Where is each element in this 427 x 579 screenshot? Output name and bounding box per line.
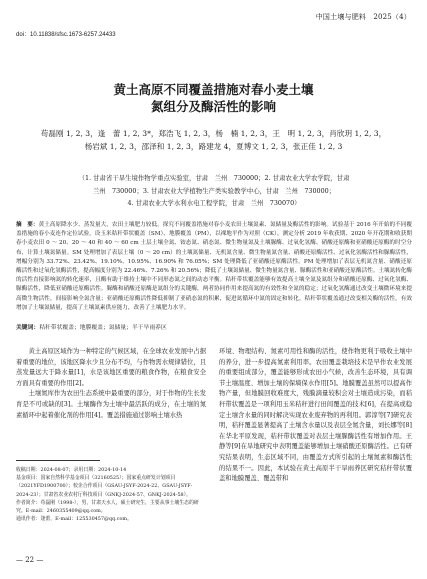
authors-line-2: 杨岩斌 1, 2, 3，邵泽和 1, 2, 3，路建龙 4，夏博文 1, 2, 3，张正佳 1, 2, 3 <box>84 142 343 151</box>
body-paragraph: 土壤氮库作为农田生态系统中最重要的部分，对于作物的生长发育是不可或缺的[3]。土壤酶作为土壤中最活跃的成分，在土壤的氮素循环中起着催化剂的作用[4]。覆盖措施通过影响土壤水热 <box>16 390 206 419</box>
body-left-column <box>16 347 206 421</box>
keywords-text: 秸秆带状覆盖；地膜覆盖；氮储量；半干旱雨养区 <box>39 325 167 331</box>
abstract-text: 黄土高原降水少、蒸发量大，农田土壤肥力较低。探究不同覆盖措施对春小麦农田土壤氮素、氮储量及酶活性的影响。试验基于 2016 年开始的不同覆盖措施的春小麦连作定位试验，设玉米秸秆带状覆盖（SM）、地膜覆盖（PM），以裸地平作为对照（CK），测定分析 2019 年收获期、2020 年开花期和收获期春小麦农田 0 ～ 20、20 ～ 40 和 40 ～ 60 cm 土层土壤全氮、铵态氮、硝态氮、微生物量氮及土壤脲酶、过氧化氢酶、硝酸还原酶和亚硝酸还原酶的时空分布，计算土壤氮储量。SM 处理增加了表层土壤（0 ～ 20 cm）的土壤氮储量、无机氮含量、微生物量氮含量、硝酸还原酶活性、过氧化氢酶活性和脲酶活性，增幅分别为 33.72%、23.42%、19.10%、10.95%、16.90% 和 76.05%；SM 处理降低了亚硝酸还原酶活性。PM 处理增加了表层无机氮含量、硝酸还原酶活性和过氧化氢酶活性，提高幅度分别为 22.46%、7.26% 和 20.56%；降低了土壤氮储量、微生物量氮含量、脲酶活性和亚硝酸还原酶活性。土壤氮转化酶的活性直接影响氮的转化速率，且酶有助于维持土壤中不同形态氮之间的动态平衡。秸秆带状覆盖能够有效提高土壤全氮及氮组分和硝酸还原酶、过氧化氢酶、脲酶活性，降低亚硝酸还原酶活性。脲酶和硝酸还原酶是氮组分的关键酶，两者协同作用来提高氮的有效性和全氮的稳定；过氧化氢酶通过改变土壤微环境来提高微生物活性，间接影响全氮含量；亚硝酸还原酶活性降低抑制了亚硝态氮的积累，促进氮循环中氮的固定和转化。秸秆带状覆盖通过改变相关酶的活性，有效增加了土壤氮储量，提高了土壤氮素供应能力，改善了土壤肥力水平。 <box>16 222 412 311</box>
keywords-label: 关键词： <box>16 325 40 331</box>
page-number: — 22 — <box>16 556 44 564</box>
body-paragraph: 环境、物理结构、氮素可用性和酶的活性，使作物更利于吸收土壤中的养分，进一步提高氮素利用率。农田覆盖栽培技术是早作农业发展的重要组成部分，覆盖能够形成农田小气候，改善生态环境，具有调节土壤温度、增加土壤的保墒保水作用[5]。地膜覆盖虽然可以提高作物产量，但地膜回收难度大，残膜滴量较积会对土壤造成污染，而秸秆带状覆盖是一项利用玉米秸秆进行田间覆盖的技术[6]，在提高或稳定土壤含水量的同时解决实现农业废弃物的再利用。郭淳等[7]研究表明，秸秆覆盖显著提高了土壤含水量以及表层全氮含量，刘长娜等[8]在华北平原发现，秸秆带状覆盖对表层土壤脲酶活性有增加作用。王静等[9]在旱地研究中表明覆盖能够增加土壤硝酸还原酶活性。已有研究结果表明，生态区域不同，由覆盖方式所引起的土壤氮素和酶活性的结果不一。因此，本试验在黄土高原半干旱雨养区研究秸秆带状覆盖和地膜覆盖、覆盖带和 <box>219 348 412 483</box>
footnote-dates: 收稿日期：2024-08-07；录用日期：2024-10-14 <box>16 467 127 473</box>
title-line-2: 氮组分及酶活性的影响 <box>150 99 276 114</box>
authors-line-1: 苟磊刚 1, 2, 3，逢 蕾 1, 2, 3*，郑浩飞 1, 2, 3，杨 楠 1, 2, 3，王 明 1, 2, 3，肖欣玥 1, 2, 3， <box>40 129 387 138</box>
author-list <box>0 127 427 153</box>
abstract <box>16 221 412 313</box>
affiliation-line-2: 兰州 730000；3. 甘肃农业大学植物生产类实验教学中心，甘肃 兰州 730000； <box>92 186 336 195</box>
affiliations <box>24 172 404 210</box>
affiliation-line-3: 4. 甘肃农业大学水利水电工程学院，甘肃 兰州 730070） <box>127 199 301 207</box>
title-line-1: 黄土高原不同覆盖措施对春小麦土壤 <box>113 82 314 97</box>
footnote-author-bio: 作者简介：苟磊刚（1998-），男，甘肃天水人，硕士研究生，主要从事土壤生态的研究。E-mail：2460355409@qq.com。 <box>16 499 199 515</box>
body-paragraph: 黄土高原区域作为一种特定的气候区域，在全球农业发展中占据着重要的地位，该地区降水少且分布不均，与作物需水规律错位，且蒸发量远大于降水量[1]，水是该地区重要的粮食作物，在粮食安全方面具有重要的作用[2]。 <box>16 348 206 387</box>
abstract-label: 摘 要： <box>16 222 39 228</box>
footnote-corresponding: 通讯作者：逢蕾，E-mail：125530457@qq.com。 <box>16 516 132 523</box>
article-title <box>0 81 427 115</box>
affiliation-line-1: （1. 甘肃省干旱生境作物学重点实验室，甘肃 兰州 730000；2. 甘肃农业大学农学院，甘肃 <box>78 174 350 182</box>
running-head: 中国土壤与肥料 2025（4） <box>315 13 411 21</box>
footnote-divider <box>16 460 100 461</box>
doi: doi：10.11838/sfsc.1673-6257.24433 <box>16 32 116 38</box>
footnote-funding: 基金项目：国家自然科学基金项目（32160525）；国家重点研发计划项目（2021YFD1900700）；校企合作项目（GSAU-JSYF-2024-22、GSAU-JSYF-2024-23）；甘肃省农业农村厅科技项目（GNKJ-2024-57、GNKJ-2024-58）。 <box>16 475 193 498</box>
keywords <box>16 324 412 333</box>
footnotes <box>16 466 206 523</box>
body-right-column <box>219 347 412 485</box>
